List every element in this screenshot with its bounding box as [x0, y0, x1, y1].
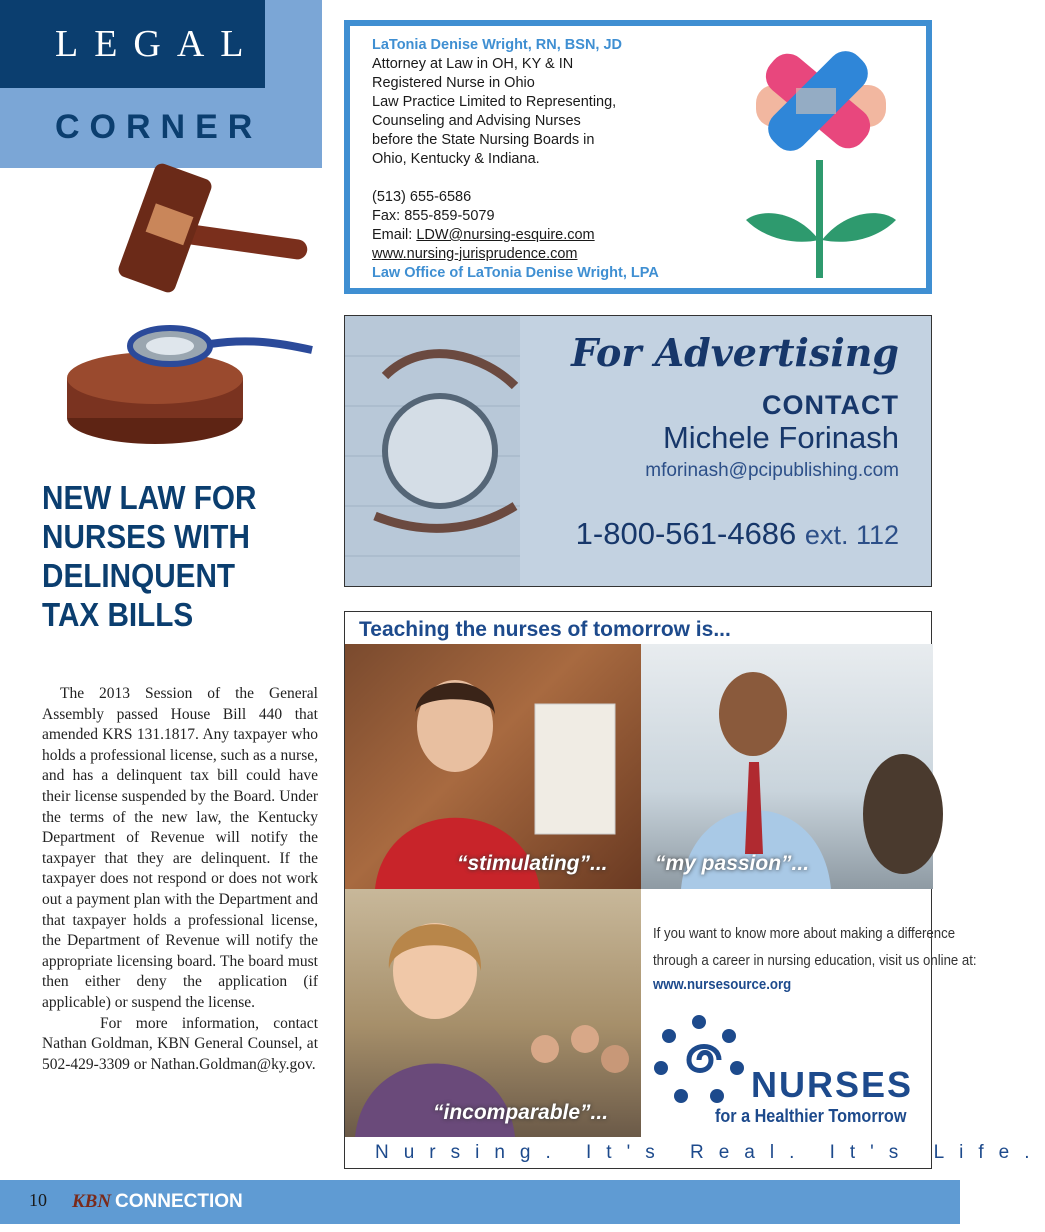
- contact-phone-extension: ext. 112: [804, 520, 899, 550]
- photo-caption-incomparable: “incomparable”...: [433, 1101, 609, 1124]
- contact-email-link[interactable]: mforinash@pcipublishing.com: [645, 460, 899, 481]
- section-title-corner: CORNER: [55, 108, 263, 146]
- attorney-phone: (513) 655-6586: [372, 189, 472, 205]
- teacher-photo-3: [345, 889, 641, 1137]
- article-contact-paragraph: For more information, contact Nathan Goldman, KBN General Counsel, at 502-429-3309 or Nathan.Goldman@ky.gov.: [42, 1014, 318, 1073]
- article-body: [42, 684, 318, 1075]
- attorney-line: Ohio, Kentucky & Indiana.: [372, 151, 540, 167]
- gavel-stethoscope-image: [60, 168, 315, 453]
- attorney-line: Law Practice Limited to Representing,: [372, 94, 617, 110]
- bandage-flower-icon: [736, 40, 906, 280]
- attorney-email-label: Email:: [372, 227, 417, 243]
- advertising-contact-ad: [344, 315, 932, 587]
- legal-corner-light-block: [265, 0, 322, 88]
- photo-caption-stimulating: “stimulating”...: [457, 852, 608, 875]
- attorney-office-name: Law Office of LaTonia Denise Wright, LPA: [372, 265, 659, 281]
- contact-phone-number: 1-800-561-4686: [575, 516, 797, 551]
- nurses-logo-subtitle: for a Healthier Tomorrow: [715, 1106, 907, 1126]
- attorney-email-link[interactable]: LDW@nursing-esquire.com: [416, 227, 595, 243]
- contact-phone: [576, 516, 899, 552]
- article-headline: NEW LAW FOR NURSES WITH DELINQUENT TAX BILLS: [42, 479, 257, 633]
- attorney-name: LaTonia Denise Wright, RN, BSN, JD: [372, 37, 623, 53]
- nursing-ad-info-line: If you want to know more about making a difference: [653, 925, 956, 942]
- attorney-line: Registered Nurse in Ohio: [372, 75, 535, 91]
- contact-label: CONTACT: [762, 390, 899, 420]
- nursesource-link[interactable]: www.nursesource.org: [653, 976, 792, 993]
- photo-caption-my-passion: “my passion”...: [655, 852, 810, 875]
- attorney-line: Counseling and Advising Nurses: [372, 113, 581, 129]
- nursing-ad-heading: Teaching the nurses of tomorrow is...: [359, 618, 731, 641]
- nursing-ad-info-line: through a career in nursing education, visit us online at:: [653, 952, 977, 969]
- advertising-heading: For Advertising: [571, 330, 899, 375]
- teacher-photo-1: [345, 644, 641, 889]
- contact-name: Michele Forinash: [662, 420, 899, 455]
- attorney-fax: Fax: 855-859-5079: [372, 208, 495, 224]
- nursing-education-ad: [344, 611, 1045, 1169]
- attorney-ad: [344, 20, 932, 294]
- teacher-photo-2: [641, 644, 933, 889]
- footer-brand-kbn: KBN: [72, 1191, 112, 1212]
- nurses-logo-text: NURSES: [751, 1064, 914, 1105]
- footer-brand-connection: CONNECTION: [115, 1191, 243, 1212]
- section-title-legal: LEGAL: [55, 23, 260, 65]
- nursing-ad-info: [653, 920, 977, 974]
- page-number: 10: [29, 1190, 47, 1210]
- attorney-line: Attorney at Law in OH, KY & IN: [372, 56, 574, 72]
- stethoscope-photo: [345, 316, 520, 586]
- attorney-line: before the State Nursing Boards in: [372, 132, 595, 148]
- attorney-website-link[interactable]: www.nursing-jurisprudence.com: [372, 246, 578, 262]
- nursing-tagline: Nursing. It's Real. It's Life.: [375, 1142, 1045, 1163]
- page-footer: [0, 1180, 960, 1224]
- article-paragraph: The 2013 Session of the General Assembly passed House Bill 440 that amended KRS 131.1817. Any taxpayer who holds a professional license, such as a nurse, and has a delinquent tax bill could have their license suspended by the Board. Under the terms of the new law, the Kentucky Department of Revenue will notify the taxpayer that they are delinquent. If the taxpayer does not respond or does not work out a payment plan with the Department and that taxpayer holds a professional license, the Department of Revenue will notify the appropriate licensing board. The board must then either deny the application (if applicable) or suspend the license.: [42, 685, 318, 1011]
- nurses-logo-icon: [649, 1010, 749, 1110]
